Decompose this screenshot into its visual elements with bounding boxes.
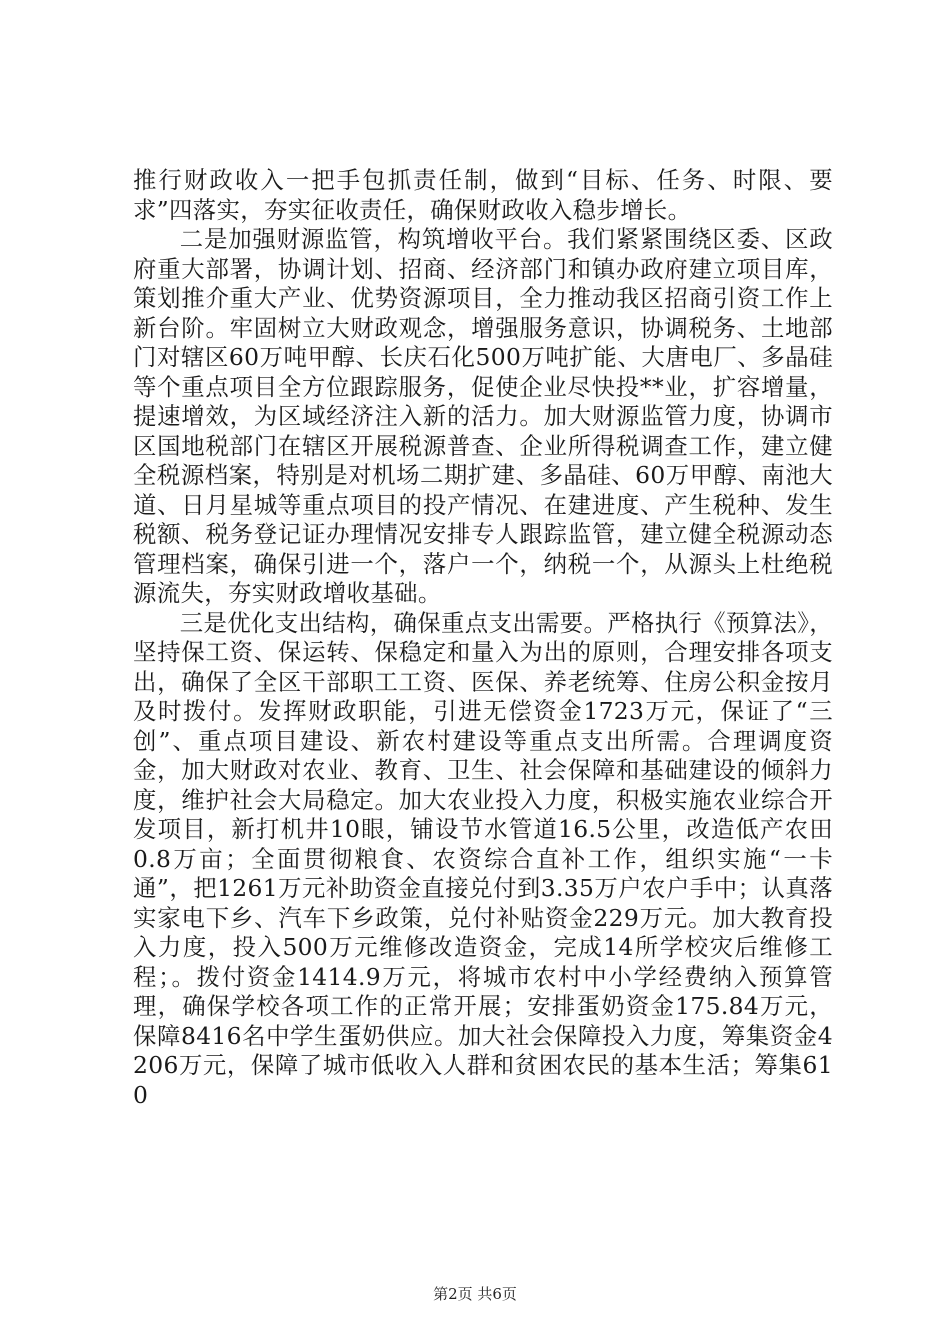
paragraph-2: 二是加强财源监管，构筑增收平台。我们紧紧围绕区委、区政府重大部署，协调计划、招商、经济部门和镇办政府建立项目库，策划推介重大产业、优势资源项目，全力推动我区招商引资工作上新台阶。牢固树立大财政观念，增强服务意识，协调税务、土地部门对辖区60万吨甲醇、长庆石化500万吨扩能、大唐电厂、多晶硅等个重点项目全方位跟踪服务，促使企业尽快投**业，扩容增量，提速增效，为区域经济注入新的活力。加大财源监管力度，协调市区国地税部门在辖区开展税源普查、企业所得税调查工作，建立健全税源档案，特别是对机场二期扩建、多晶硅、60万甲醇、南池大道、日月星城等重点项目的投产情况、在建进度、产生税种、发生税额、税务登记证办理情况安排专人跟踪监管，建立健全税源动态管理档案，确保引进一个，落户一个，纳税一个，从源头上杜绝税源流失，夯实财政增收基础。: [133, 225, 833, 607]
document-body: [133, 166, 833, 1110]
page-footer: 第2页 共6页: [433, 1285, 517, 1303]
paragraph-3: 三是优化支出结构，确保重点支出需要。严格执行《预算法》，坚持保工资、保运转、保稳定和量入为出的原则，合理安排各项支出，确保了全区干部职工工资、医保、养老统筹、住房公积金按月及时拨付。发挥财政职能，引进无偿资金1723万元，保证了“三创”、重点项目建设、新农村建设等重点支出所需。合理调度资金，加大财政对农业、教育、卫生、社会保障和基础建设的倾斜力度，维护社会大局稳定。加大农业投入力度，积极实施农业综合开发项目，新打机井10眼，铺设节水管道16.5公里，改造低产农田0.8万亩；全面贯彻粮食、农资综合直补工作，组织实施“一卡通”，把1261万元补助资金直接兑付到3.35万户农户手中；认真落实家电下乡、汽车下乡政策，兑付补贴资金229万元。加大教育投入力度，投入500万元维修改造资金，完成14所学校灾后维修工程；。拨付资金1414.9万元，将城市农村中小学经费纳入预算管理，确保学校各项工作的正常开展；安排蛋奶资金175.84万元，保障8416名中学生蛋奶供应。加大社会保障投入力度，筹集资金4206万元，保障了城市低收入人群和贫困农民的基本生活；筹集610: [133, 608, 833, 1109]
paragraph-1: 推行财政收入一把手包抓责任制，做到“目标、任务、时限、要求”四落实，夯实征收责任，确保财政收入稳步增长。: [133, 166, 833, 224]
